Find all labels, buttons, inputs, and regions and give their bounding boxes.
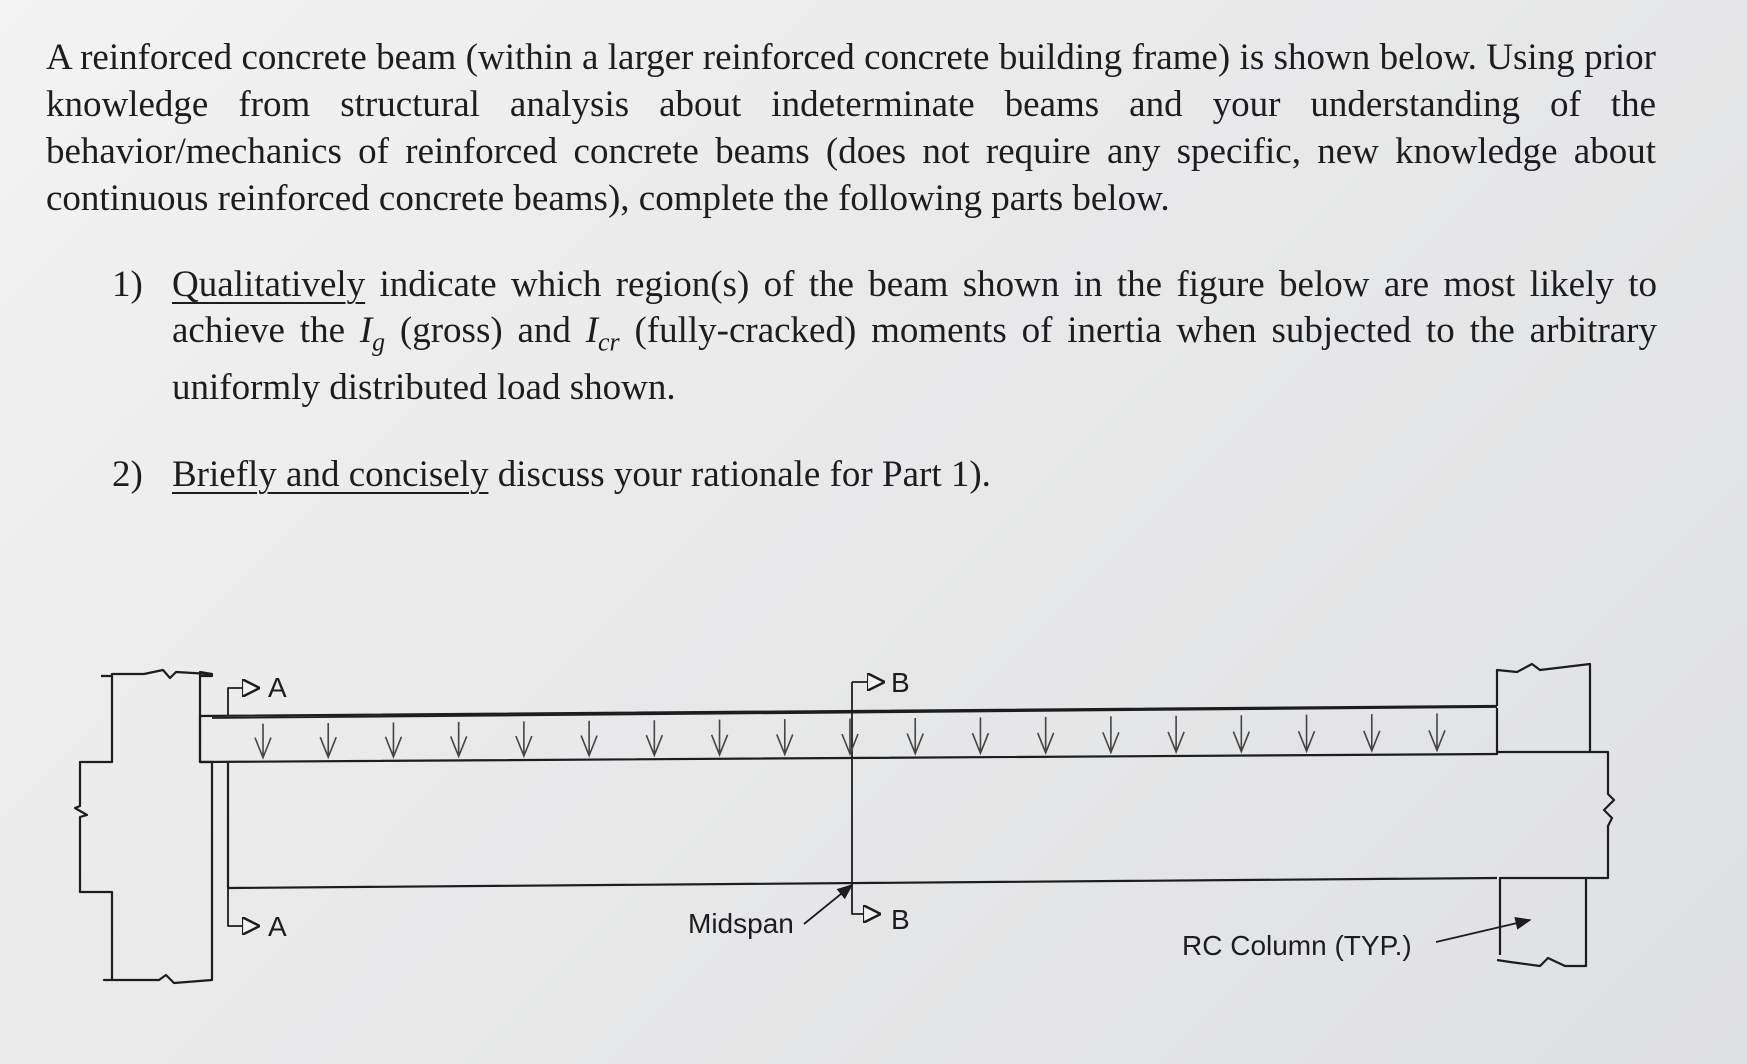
question-1-text-1: indicate which region(s) of the beam shown in the figure below are most likely to achieve the	[172, 264, 1657, 351]
gross-inertia-letter: I	[359, 310, 373, 351]
midspan-label: Midspan	[688, 908, 794, 939]
question-2-number: 2)	[112, 454, 143, 495]
question-2-text-1: discuss your rationale for Part 1).	[488, 454, 991, 495]
question-1-text-3: (fully-cracked) moments of inertia when subjected to the arbitrary uniformly distributed load shown.	[172, 310, 1658, 409]
section-a-bottom-line	[228, 888, 258, 926]
load-arrow	[972, 717, 988, 753]
section-b-bottom-label: B	[891, 904, 910, 935]
load-arrow	[777, 719, 793, 754]
section-b-line	[852, 682, 879, 914]
load-arrow	[1299, 715, 1315, 752]
cracked-inertia-letter: I	[585, 310, 599, 351]
load-arrow	[1038, 717, 1054, 753]
load-arrow	[1364, 714, 1380, 751]
load-arrow	[255, 724, 271, 758]
load-arrow	[320, 723, 336, 757]
load-arrow	[516, 721, 532, 756]
section-a-bottom-label: A	[268, 911, 287, 942]
question-2-emphasis: Briefly and concisely	[172, 454, 489, 495]
load-arrow	[385, 722, 401, 756]
load-arrow	[1233, 715, 1249, 751]
left-column	[75, 670, 212, 983]
cracked-inertia-subscript: cr	[598, 327, 620, 357]
load-arrow	[451, 722, 467, 757]
question-1-emphasis: Qualitatively	[172, 264, 366, 305]
load-arrow	[581, 721, 597, 756]
gross-inertia-subscript: g	[372, 327, 386, 357]
section-a-top-line	[228, 688, 258, 716]
problem-intro: A reinforced concrete beam (within a larger reinforced concrete building frame) is shown below. Using prior knowledge from structural analysis about indeterminate beams and your understanding of the behavior/mechanics of reinforced concrete beams (does not require any specific, new knowledge about continuous reinforced concrete beams), complete the following parts below.	[46, 37, 1656, 219]
distributed-load-arrows	[255, 714, 1445, 758]
load-arrow	[712, 720, 728, 755]
midspan-leader	[804, 885, 852, 924]
load-arrow	[1103, 716, 1119, 752]
beam-outline	[200, 706, 1497, 888]
load-arrow	[842, 719, 858, 754]
question-1-text-2: (gross) and	[385, 310, 586, 351]
column-leader	[1436, 920, 1530, 942]
load-arrow	[907, 718, 923, 754]
column-label: RC Column (TYP.)	[1182, 930, 1412, 961]
question-1-number: 1)	[112, 264, 143, 305]
section-b-top-label: B	[891, 667, 910, 698]
load-strip	[212, 707, 1497, 718]
load-arrow	[1429, 714, 1445, 751]
load-arrow	[646, 720, 662, 755]
section-a-top-label: A	[268, 672, 287, 703]
right-column	[1497, 664, 1614, 966]
load-arrow	[1168, 716, 1184, 752]
